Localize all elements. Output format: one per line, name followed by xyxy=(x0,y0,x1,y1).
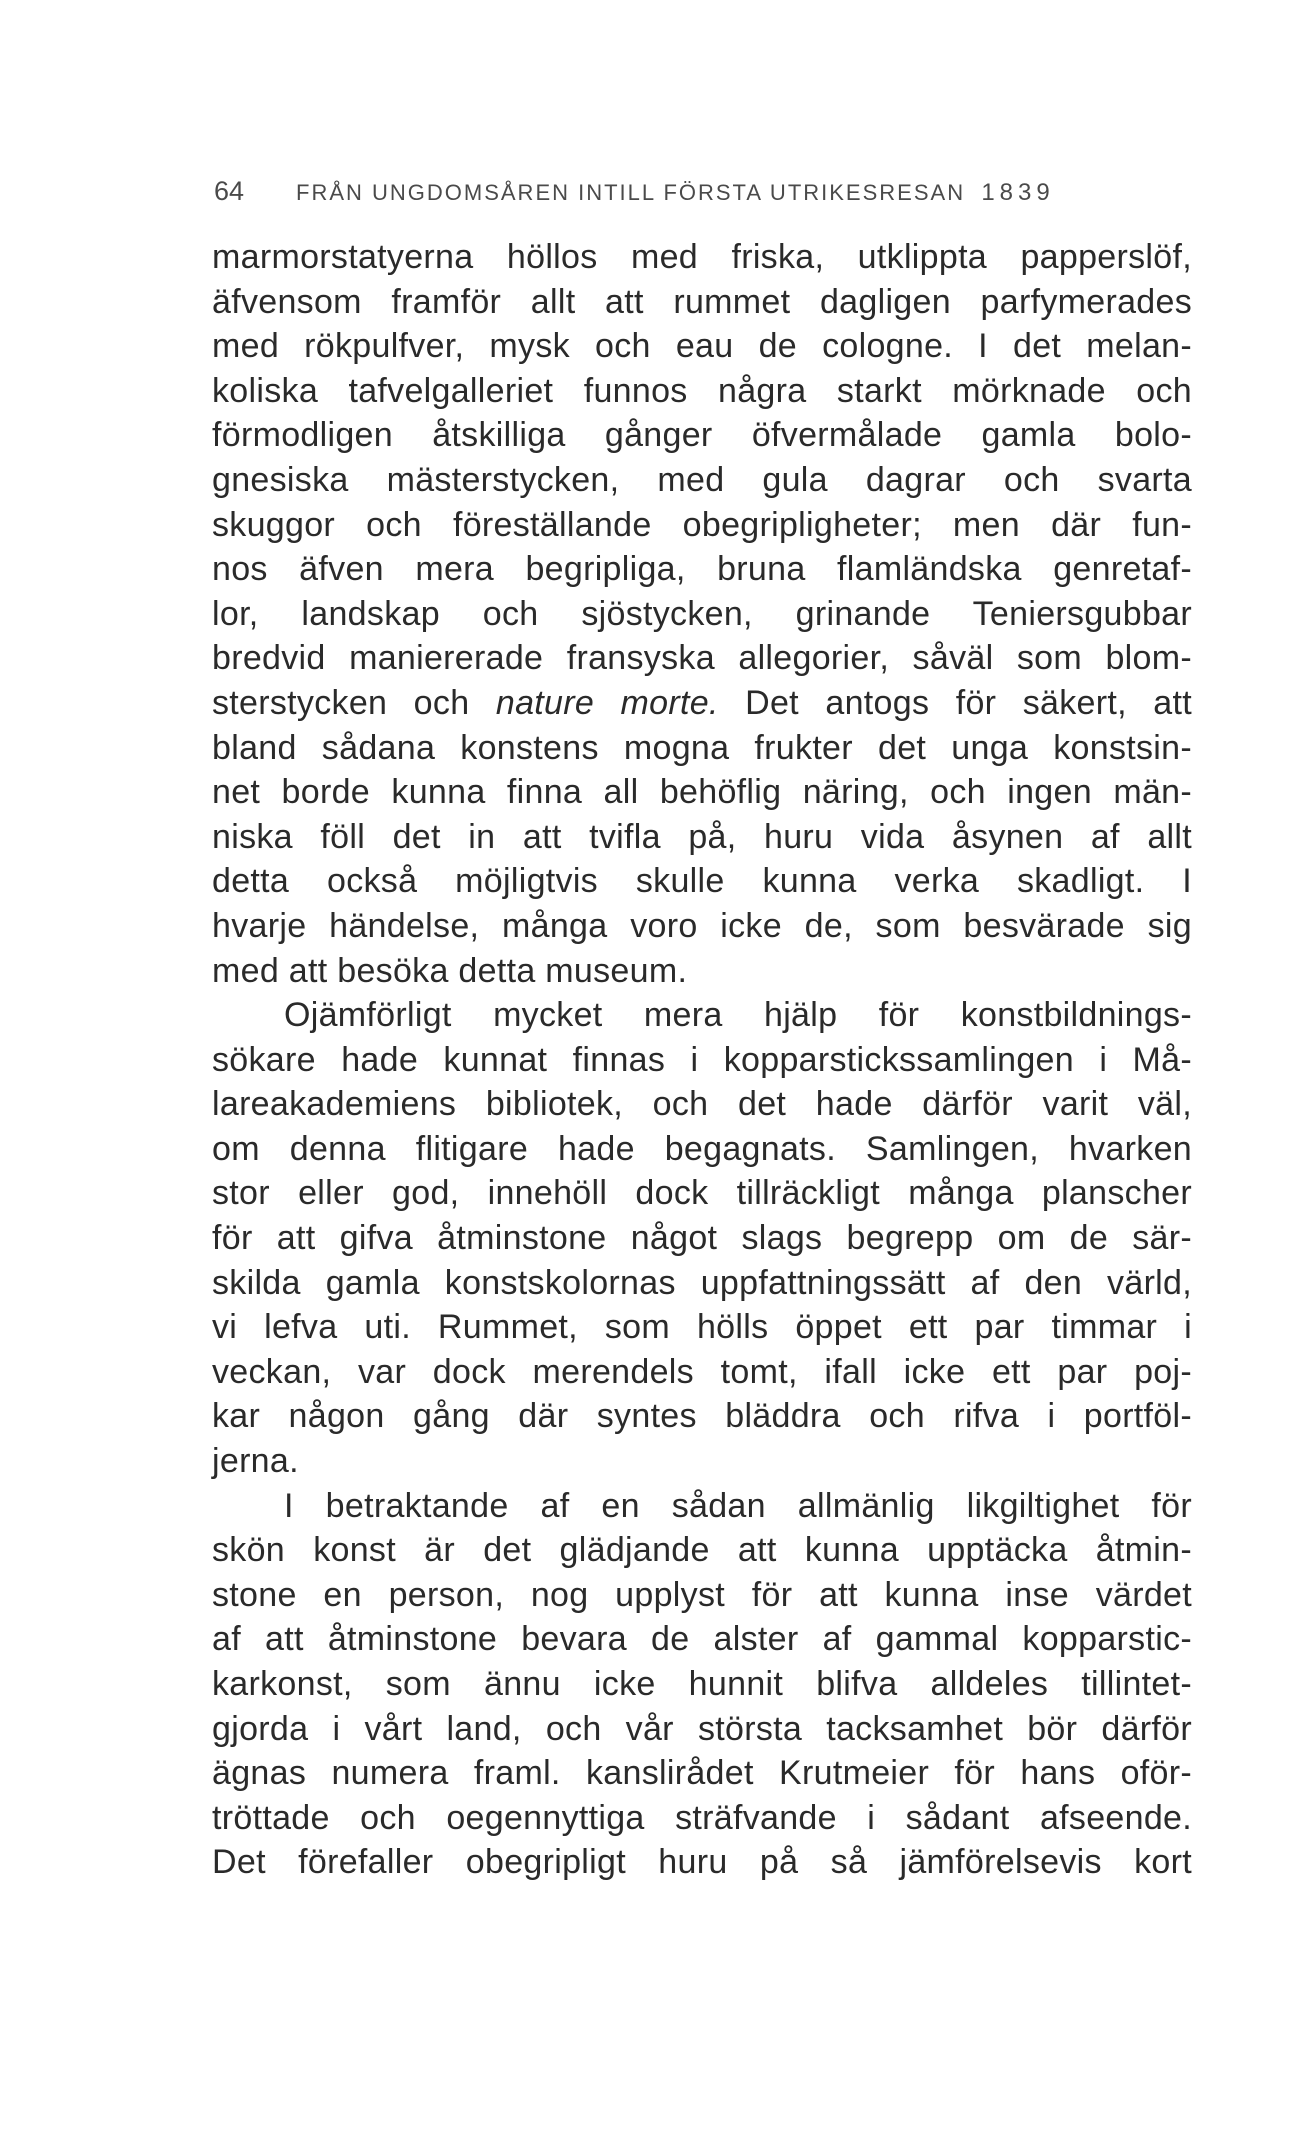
text-line: för att gifva åtminstone något slags begrepp om de sär- xyxy=(212,1219,1192,1258)
page-number: 64 xyxy=(214,176,245,206)
text-line: niska föll det in att tvifla på, huru vida åsynen af allt xyxy=(212,817,1192,856)
text-line: net borde kunna finna all behöflig näring, och ingen män- xyxy=(212,773,1192,812)
text-line: med rökpulfver, mysk och eau de cologne. I det melan- xyxy=(212,327,1192,366)
text-line: äfvensom framför allt att rummet dagligen parfymerades xyxy=(212,282,1192,321)
text-line: Det förefaller obegripligt huru på så jämförelsevis kort xyxy=(212,1843,1192,1882)
text-line: gnesiska mästerstycken, med gula dagrar och svarta xyxy=(212,460,1192,499)
text-line: detta också möjligtvis skulle kunna verka skadligt. I xyxy=(212,862,1192,901)
text-line: lor, landskap och sjöstycken, grinande Teniersgubbar xyxy=(212,594,1192,633)
text-line: tröttade och oegennyttiga sträfvande i sådant afseende. xyxy=(212,1798,1192,1837)
text-line-with-italic xyxy=(212,681,1192,726)
text-line: marmorstatyerna höllos med friska, utklippta papperslöf, xyxy=(212,238,1192,276)
text-line: ägnas numera framl. kanslirådet Krutmeier för hans oför- xyxy=(212,1754,1192,1793)
text-line: lareakademiens bibliotek, och det hade därför varit väl, xyxy=(212,1085,1192,1124)
italic-phrase: nature morte. xyxy=(495,683,719,722)
text-line: bland sådana konstens mogna frukter det unga konstsin- xyxy=(212,728,1192,767)
text-line: karkonst, som ännu icke hunnit blifva alldeles tillintet- xyxy=(212,1665,1192,1703)
text-line-start: sterstycken och xyxy=(212,683,470,722)
text-line: Ojämförligt mycket mera hjälp för konstbildnings- xyxy=(284,996,1192,1035)
text-line: med att besöka detta museum. xyxy=(212,951,688,990)
text-line: jerna. xyxy=(212,1442,299,1481)
text-line: kar någon gång där syntes bläddra och rifva i portföl- xyxy=(212,1397,1192,1436)
text-line: I betraktande af en sådan allmänlig likgiltighet för xyxy=(284,1486,1192,1525)
text-line: skön konst är det glädjande att kunna upptäcka åtmin- xyxy=(212,1531,1192,1570)
running-head-title xyxy=(296,179,1055,207)
text-line: förmodligen åtskilliga gånger öfvermålade gamla bolo- xyxy=(212,416,1192,455)
text-line: hvarje händelse, många voro icke de, som besvärade sig xyxy=(212,906,1192,945)
text-line: stor eller god, innehöll dock tillräckligt många planscher xyxy=(212,1174,1192,1213)
text-line: vi lefva uti. Rummet, som hölls öppet ett par timmar i xyxy=(212,1308,1192,1347)
text-line: bredvid maniererade fransyska allegorier, såväl som blom- xyxy=(212,639,1192,678)
text-line: skilda gamla konstskolornas uppfattningssätt af den värld, xyxy=(212,1263,1192,1302)
text-line: af att åtminstone bevara de alster af gammal kopparstic- xyxy=(212,1620,1192,1659)
text-line: koliska tafvelgalleriet funnos några starkt mörknade och xyxy=(212,371,1192,410)
text-line: sökare hade kunnat finnas i kopparstickssamlingen i Må- xyxy=(212,1040,1192,1079)
text-line: veckan, var dock merendels tomt, ifall icke ett par poj- xyxy=(212,1352,1192,1391)
text-line-end: Det antogs för säkert, att xyxy=(718,683,1192,722)
text-line: skuggor och föreställande obegripligheter; men där fun- xyxy=(212,505,1192,544)
text-line: nos äfven mera begripliga, bruna flamländska genretaf- xyxy=(212,550,1192,589)
body-text xyxy=(212,235,1192,1885)
running-head-text: FRÅN UNGDOMSÅREN INTILL FÖRSTA UTRIKESRESAN xyxy=(296,180,966,205)
text-line: stone en person, nog upplyst för att kunna inse värdet xyxy=(212,1575,1192,1614)
text-line: om denna flitigare hade begagnats. Samlingen, hvarken xyxy=(212,1129,1192,1168)
running-head-year: 1839 xyxy=(981,179,1055,206)
text-line: gjorda i vårt land, och vår största tacksamhet bör därför xyxy=(212,1709,1192,1748)
running-head xyxy=(214,176,1194,212)
